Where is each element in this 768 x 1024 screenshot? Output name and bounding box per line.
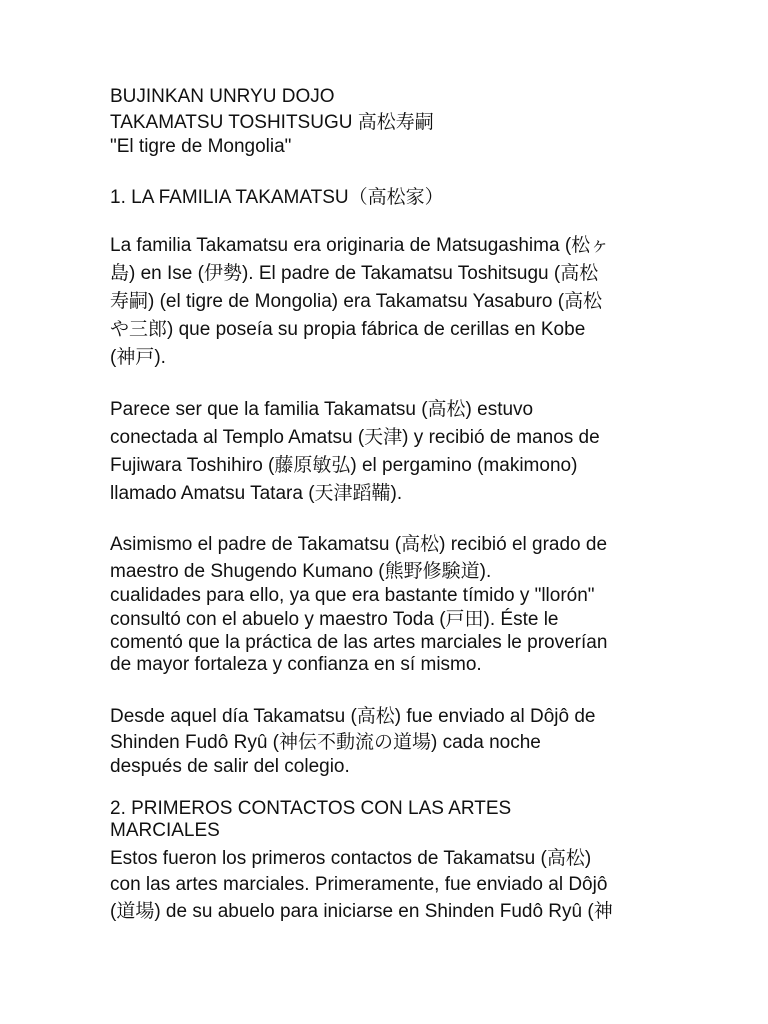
heading-line: 2. PRIMEROS CONTACTOS CON LAS ARTES (110, 798, 512, 819)
section1-paragraph-1 (110, 232, 670, 372)
paragraph-line: Parece ser que la familia Takamatsu (高松) estuvo (110, 399, 534, 420)
section1-paragraph-2 (110, 396, 670, 508)
paragraph-line: Desde aquel día Takamatsu (高松) fue enviado al Dôjô de (110, 706, 596, 727)
paragraph-line: conectada al Templo Amatsu (天津) y recibió de manos de (110, 427, 600, 448)
paragraph-line: de mayor fortaleza y confianza en sí mismo. (110, 654, 482, 675)
paragraph-line: Estos fueron los primeros contactos de Takamatsu (高松) (110, 848, 592, 869)
paragraph-line: 寿嗣) (el tigre de Mongolia) era Takamatsu Yasaburo (高松 (110, 291, 603, 312)
section1-heading: 1. LA FAMILIA TAKAMATSU（高松家） (110, 187, 444, 208)
paragraph-line: (道場) de su abuelo para iniciarse en Shinden Fudô Ryû (神 (110, 901, 613, 922)
paragraph-line: Asimismo el padre de Takamatsu (高松) recibió el grado de (110, 534, 608, 555)
section2-paragraph-1 (110, 845, 670, 926)
document-header (110, 86, 670, 158)
paragraph-line: や三郎) que poseía su propia fábrica de cerillas en Kobe (110, 319, 586, 340)
paragraph-line: 島) en Ise (伊勢). El padre de Takamatsu Toshitsugu (高松 (110, 263, 599, 284)
header-title-line: BUJINKAN UNRYU DOJO (110, 86, 335, 107)
paragraph-line: cualidades para ello, ya que era bastante tímido y "llorón" (110, 585, 595, 606)
section1-paragraph-4 (110, 704, 670, 778)
header-nickname-line: "El tigre de Mongolia" (110, 136, 292, 157)
paragraph-line: consultó con el abuelo y maestro Toda (戸田). Éste le (110, 609, 559, 630)
paragraph-line: con las artes marciales. Primeramente, fue enviado al Dôjô (110, 874, 608, 895)
paragraph-line: llamado Amatsu Tatara (天津蹈鞴). (110, 483, 403, 504)
paragraph-line: comentó que la práctica de las artes marciales le proverían (110, 632, 608, 653)
paragraph-line: Shinden Fudô Ryû (神伝不動流の道場) cada noche (110, 732, 541, 753)
section1-paragraph-3 (110, 531, 670, 676)
heading-line: MARCIALES (110, 820, 220, 841)
paragraph-line: después de salir del colegio. (110, 756, 350, 777)
paragraph-line: (神戸). (110, 347, 166, 368)
document-page (110, 86, 670, 926)
paragraph-line: La familia Takamatsu era originaria de Matsugashima (松ヶ (110, 235, 610, 256)
section2-heading (110, 798, 670, 842)
paragraph-line: Fujiwara Toshihiro (藤原敏弘) el pergamino (makimono) (110, 455, 578, 476)
paragraph-line: maestro de Shugendo Kumano (熊野修験道). (110, 561, 492, 582)
header-subject-line: TAKAMATSU TOSHITSUGU 高松寿嗣 (110, 112, 434, 133)
